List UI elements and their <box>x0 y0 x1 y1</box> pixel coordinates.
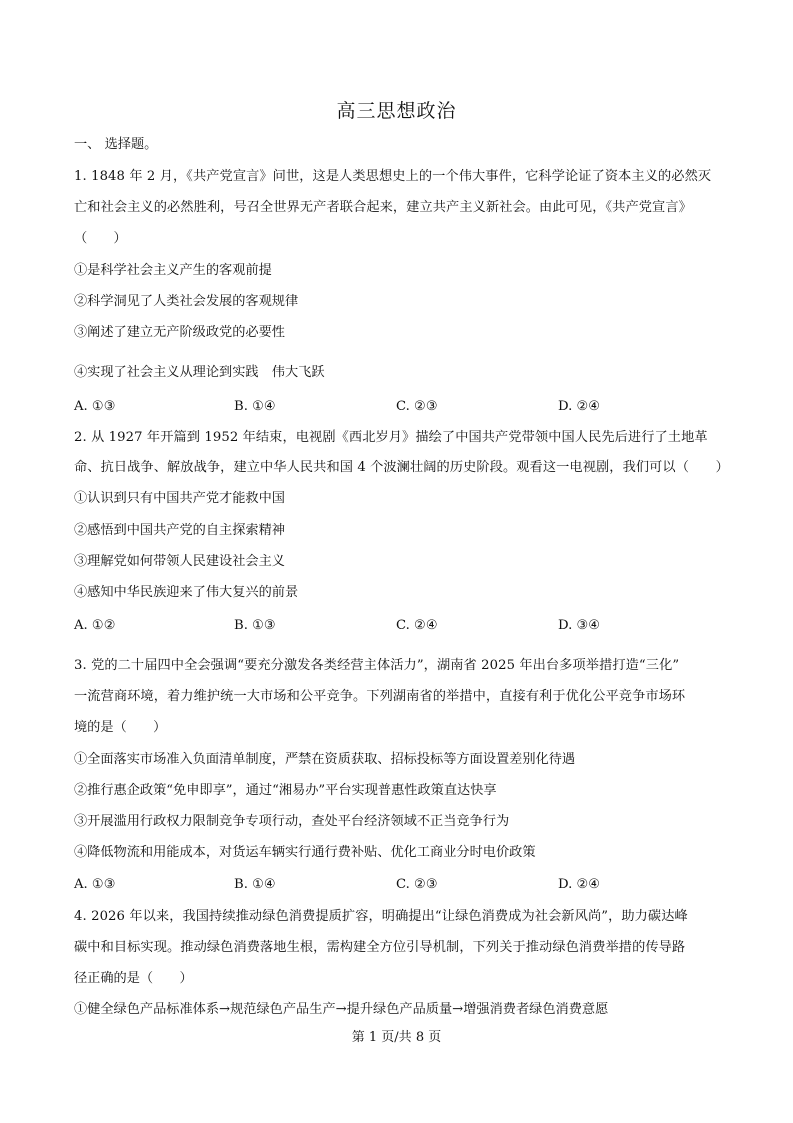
question-stem-line: 命、抗日战争、解放战争，建立中华人民共和国 4 个波澜壮阔的历史阶段。观看这一电视剧，我们可以（ ） <box>74 460 729 475</box>
statement-option: ③阐述了建立无产阶级政党的必要性 <box>74 325 285 340</box>
choice-b: B. ①③ <box>234 618 276 633</box>
question-stem-line: 境的是（ ） <box>74 720 167 735</box>
page-number: 第 1 页/共 8 页 <box>351 1030 442 1045</box>
statement-option: ①全面落实市场准入负面清单制度，严禁在资质获取、招标投标等方面设置差别化待遇 <box>74 752 576 767</box>
choice-d: D. ②④ <box>558 399 601 414</box>
page-title: 高三思想政治 <box>336 100 457 122</box>
choice-d: D. ③④ <box>558 618 601 633</box>
answer-blank: （ ） <box>74 231 127 246</box>
statement-option: ②科学洞见了人类社会发展的客观规律 <box>74 294 299 309</box>
statement-option: ③开展滥用行政权力限制竞争专项行动，查处平台经济领域不正当竞争行为 <box>74 814 510 829</box>
statement-option: ④降低物流和用能成本，对货运车辆实行通行费补贴、优化工商业分时电价政策 <box>74 845 536 860</box>
answer-choices <box>74 877 734 893</box>
question-stem-line: 径正确的是（ ） <box>74 971 193 986</box>
choice-b: B. ①④ <box>234 877 276 892</box>
choice-c: C. ②③ <box>396 399 438 414</box>
statement-option: ①认识到只有中国共产党才能救中国 <box>74 491 285 506</box>
question-stem-line: 4. 2026 年以来，我国持续推动绿色消费提质扩容，明确提出“让绿色消费成为社会新风尚”，助力碳达峰 <box>74 909 688 924</box>
statement-option: ①健全绿色产品标准体系→规范绿色产品生产→提升绿色产品质量→增强消费者绿色消费意愿 <box>74 1002 609 1017</box>
choice-a: A. ①② <box>74 618 116 633</box>
choice-c: C. ②④ <box>396 618 438 633</box>
answer-choices <box>74 399 734 415</box>
statement-option: ③理解党如何带领人民建设社会主义 <box>74 554 285 569</box>
question-stem-line: 3. 党的二十届四中全会强调“要充分激发各类经营主体活力”，湖南省 2025 年出台多项举措打造“三化” <box>74 658 680 673</box>
statement-option: ④感知中华民族迎来了伟大复兴的前景 <box>74 585 299 600</box>
choice-b: B. ①④ <box>234 399 276 414</box>
question-stem-line: 1. 1848 年 2 月，《共产党宣言》问世，这是人类思想史上的一个伟大事件，它科学论证了资本主义的必然灭 <box>74 169 712 184</box>
question-stem-line: 2. 从 1927 年开篇到 1952 年结束，电视剧《西北岁月》描绘了中国共产党带领中国人民先后进行了土地革 <box>74 430 708 445</box>
statement-option: ①是科学社会主义产生的客观前提 <box>74 263 272 278</box>
question-stem-line: 碳中和目标实现。推动绿色消费落地生根，需构建全方位引导机制，下列关于推动绿色消费举措的传导路 <box>74 940 686 955</box>
choice-c: C. ②③ <box>396 877 438 892</box>
statement-option: ②感悟到中国共产党的自主探索精神 <box>74 523 285 538</box>
question-stem-line: 亡和社会主义的必然胜利，号召全世界无产者联合起来，建立共产主义新社会。由此可见，《共产党宣言》 <box>74 200 692 215</box>
statement-option: ②推行惠企政策“免申即享”，通过“湘易办”平台实现普惠性政策直达快享 <box>74 783 497 798</box>
choice-d: D. ②④ <box>558 877 601 892</box>
choice-a: A. ①③ <box>74 877 116 892</box>
choice-a: A. ①③ <box>74 399 116 414</box>
section-heading: 一、 选择题。 <box>74 137 158 152</box>
answer-choices <box>74 618 734 634</box>
question-stem-line: 一流营商环境，着力维护统一大市场和公平竞争。下列湖南省的举措中，直接有利于优化公平竞争市场环 <box>74 689 686 704</box>
statement-option: ④实现了社会主义从理论到实践 伟大飞跃 <box>74 365 325 380</box>
